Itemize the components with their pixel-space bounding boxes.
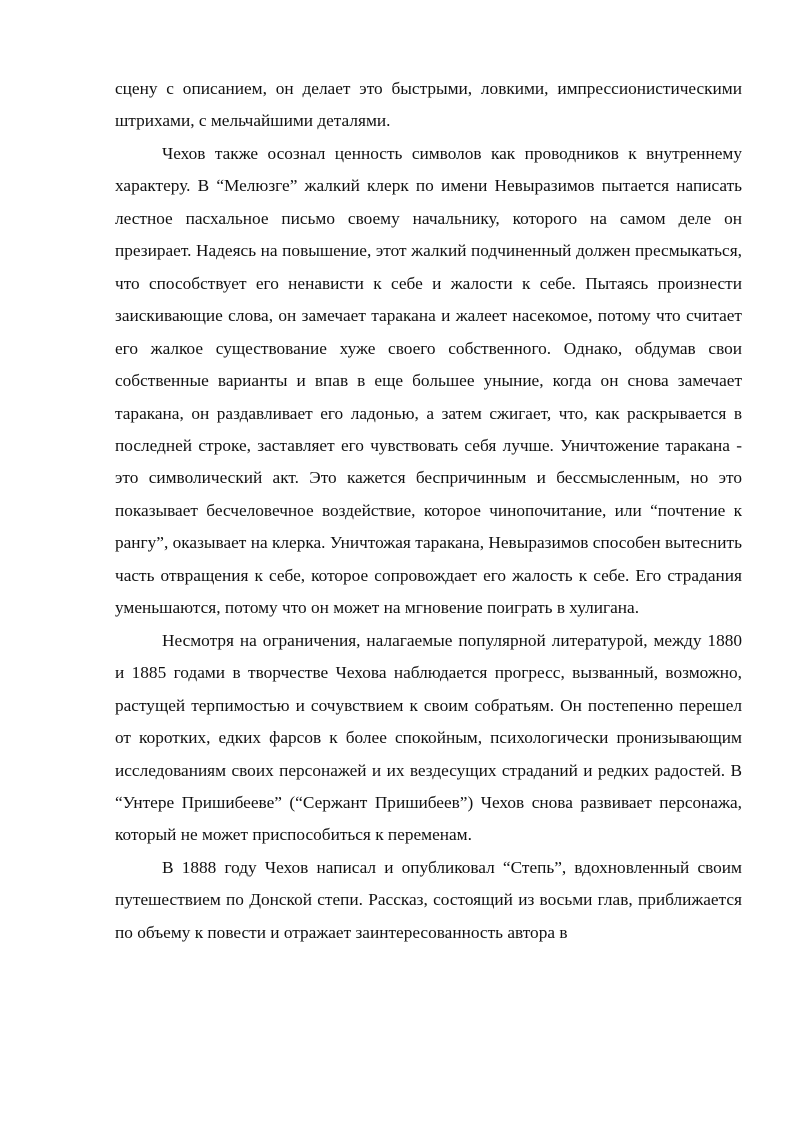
paragraph-2: Чехов также осознал ценность символов как проводников к внутреннему характеру. В “Мелюзге” жалкий клерк по имени Невыразимов пытается написать лестное пасхальное письмо своему начальнику, которого на самом деле он презирает. Надеясь на повышение, этот жалкий подчиненный должен пресмыкаться, что способствует его ненависти к себе и жалости к себе. Пытаясь произнести заискивающие слова, он замечает таракана и жалеет насекомое, потому что считает его жалкое существование хуже своего собственного. Однако, обдумав свои собственные варианты и впав в еще большее уныние, когда он снова замечает таракана, он раздавливает его ладонью, а затем сжигает, что, как раскрывается в последней строке, заставляет его чувствовать себя лучше. Уничтожение таракана - это символический акт. Это кажется беспричинным и бессмысленным, но это показывает бесчеловечное воздействие, которое чинопочитание, или “почтение к рангу”, оказывает на клерка. Уничтожая таракана, Невыразимов способен вытеснить часть отвращения к себе, которое сопровождает его жалость к себе. Его страдания уменьшаются, потому что он может на мгновение поиграть в хулигана. [115, 143, 742, 618]
paragraph-3: Несмотря на ограничения, налагаемые популярной литературой, между 1880 и 1885 годами в творчестве Чехова наблюдается прогресс, вызванный, возможно, растущей терпимостью и сочувствием к своим собратьям. Он постепенно перешел от коротких, едких фарсов к более спокойным, психологически пронизывающим исследованиям своих персонажей и их вездесущих страданий и редких радостей. В “Унтере Пришибееве” (“Сержант Пришибеев”) Чехов снова развивает персонажа, который не может приспособиться к переменам. [115, 630, 742, 845]
paragraph-1: сцену с описанием, он делает это быстрыми, ловкими, импрессионистическими штрихами, с мельчайшими деталями. [115, 79, 742, 131]
document-body [115, 73, 742, 949]
paragraph-4: В 1888 году Чехов написал и опубликовал “Степь”, вдохновленный своим путешествием по Донской степи. Рассказ, состоящий из восьми глав, приближается по объему к повести и отражает заинтересованность автора в [115, 857, 742, 942]
